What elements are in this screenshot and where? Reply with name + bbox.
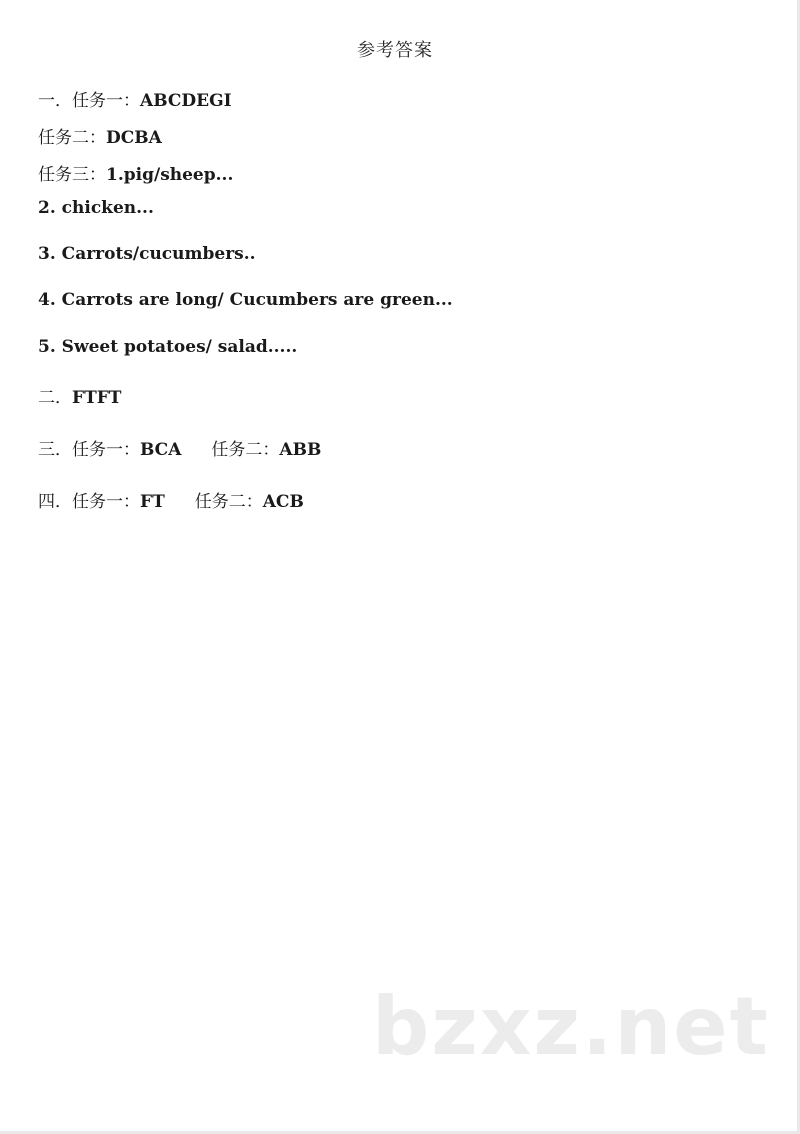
- task-3-prefix: 任务三：: [38, 165, 106, 185]
- section-3-task2-prefix: 任务二：: [211, 440, 280, 460]
- section-4-line: [38, 487, 304, 512]
- section-4-task2-prefix: 任务二：: [194, 492, 263, 512]
- section-3-task1-answer: BCA: [140, 440, 182, 460]
- section-2-prefix: 二．: [38, 388, 72, 408]
- section-1-prefix: 一．任务一：: [38, 91, 140, 111]
- watermark: bzxz.net: [372, 980, 770, 1073]
- section-4-task2-answer: ACB: [262, 492, 304, 512]
- answer-item-5: 5. Sweet potatoes/ salad.....: [38, 337, 298, 357]
- section-2-line: [38, 383, 121, 408]
- section-2-answer: FTFT: [72, 388, 122, 408]
- answer-item-4: 4. Carrots are long/ Cucumbers are green...: [38, 290, 453, 310]
- answer-item-2: 2. chicken...: [38, 198, 154, 218]
- section-1-answer: ABCDEGI: [140, 91, 232, 111]
- section-4-task1-answer: FT: [140, 492, 165, 512]
- section-4-prefix: 四．任务一：: [38, 492, 140, 512]
- task-2-prefix: 任务二：: [38, 128, 106, 148]
- task-2-answer: DCBA: [106, 128, 162, 148]
- section-3-line: [38, 435, 321, 460]
- task-3-answer: 1.pig/sheep...: [106, 165, 234, 185]
- task-2-line: [38, 123, 162, 148]
- answer-item-3: 3. Carrots/cucumbers..: [38, 244, 256, 264]
- section-3-prefix: 三．任务一：: [38, 440, 140, 460]
- task-3-line: [38, 160, 233, 185]
- section-1-line: [38, 86, 232, 111]
- section-3-task2-answer: ABB: [279, 440, 322, 460]
- page-title: 参考答案: [357, 40, 433, 61]
